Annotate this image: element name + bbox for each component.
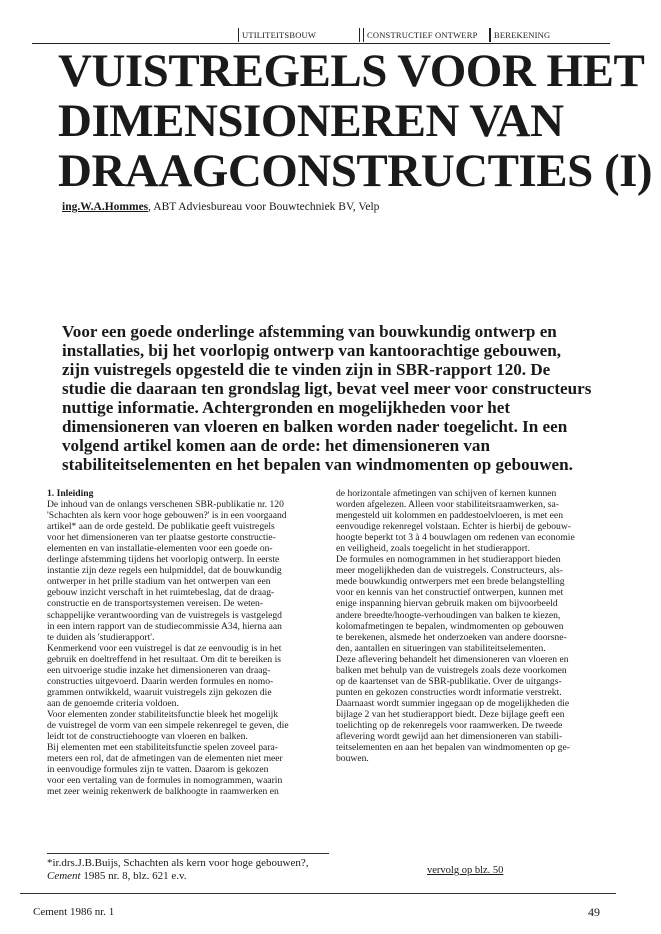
title-line: VUISTREGELS VOOR HET [58,45,645,97]
body-column-left [47,488,329,797]
body-line: elementen en van installatie-elementen voor een goede on- [47,543,273,555]
page-number: 49 [588,905,600,919]
body-line: De formules en nomogrammen in het studierapport bieden [336,554,561,566]
category-tag: UTILITEITSBOUW [238,28,360,42]
author-name: ing.W.A.Hommes [62,201,149,213]
lead-line: installaties, bij het voorlopig ontwerp van kantoorachtige gebouwen, [62,341,562,360]
title-line: DRAAGCONSTRUCTIES (I) [58,145,653,197]
body-line: constructies uitgevoerd. Daarin werden formules en nomo- [47,675,274,687]
author-affiliation: , ABT Adviesbureau voor Bouwtechniek BV, Velp [148,201,380,213]
body-line: artikel* aan de orde gesteld. De publikatie geeft vuistregels [47,521,275,533]
body-line: den, aantallen en situeringen van stabiliteitselementen. [336,642,546,654]
body-line: gebouw inzicht verschaft in het ruimtebeslag, dat de draag- [47,587,275,599]
body-line: balken met behulp van de vuistregels zoals deze voorkomen [336,664,567,676]
footer-rule [20,893,616,894]
body-line: teitselementen en aan het bepalen van windmomenten op ge- [336,742,570,754]
body-line: andere breedte/hoogte-verhoudingen van balken te kiezen, [336,609,561,621]
body-line: mengesteld uit kolommen en paddestoelvloeren, is met een [336,510,563,522]
footnote-journal: Cement [47,869,81,882]
category-tag: CONSTRUCTIEF ONTWERP [363,28,490,42]
body-line: bouwen. [336,753,369,765]
body-line: Deze aflevering behandelt het dimensioneren van vloeren en [336,653,569,665]
body-line: aflevering wordt gewijd aan het dimensioneren van stabili- [336,731,563,743]
body-line: meer mogelijkheden dan de vuistregels. Constructeurs, als- [336,565,563,577]
lead-line: volgend artikel komen aan de orde: het dimensioneren van [62,436,490,455]
body-line: Kenmerkend voor een vuistregel is dat ze eenvoudig is in het [47,642,282,654]
body-line: de vuistregel de vorm van een simpele rekenregel te geven, die [47,719,289,731]
footnote-rule [47,853,329,854]
body-line: Bij elementen met een stabiliteitsfunctie spelen zoveel para- [47,742,278,754]
body-line: enige inspanning hiervan gebruik maken om bijvoorbeeld [336,598,558,610]
section-heading: 1. Inleiding [47,488,94,499]
body-line: eenvoudige rekenregel volstaan. Echter is hierbij de gebouw- [336,521,571,533]
footnote-line [47,870,347,883]
body-column-right [336,488,612,764]
body-line: een uitvoerige studie inzake het dimensioneren van draag- [47,664,271,676]
body-line: voor het dimensioneren van ter plaatse gestorte constructie- [47,532,276,544]
body-line: in eenvoudige formules zijn te vatten. Daarom is gekozen [47,764,269,776]
body-line: toelichting op de rekenregels voor raamwerken. De tweede [336,719,563,731]
category-tags [32,28,610,43]
body-line: Daarnaast wordt summier ingegaan op de mogelijkheden die [336,697,570,709]
article-title [58,45,653,197]
body-line: De inhoud van de onlangs verschenen SBR-publikatie nr. 120 [47,499,284,511]
body-line: punten en gekozen constructies wordt informatie verstrekt. [336,686,562,698]
body-line: instantie zijn deze regels een hulpmiddel, dat de bouwkundig [47,565,282,577]
body-line: hoogte beperkt tot 3 à 4 bouwlagen om redenen van economie [336,532,575,544]
lead-paragraph [62,322,622,474]
continued-note: vervolg op blz. 50 [427,865,504,876]
journal-issue: Cement 1986 nr. 1 [33,906,115,918]
title-line: DIMENSIONEREN VAN [58,95,564,147]
header-rule [32,43,610,44]
body-line: te berekenen, alsmede het onderzoeken van andere doorsne- [336,631,567,643]
body-line: derlinge afstemming tijdens het voorlopig ontwerp. In eerste [47,554,280,566]
body-line: mede bouwkundig ontwerpers met een brede belangstelling [336,576,565,588]
body-line: worden afgelezen. Alleen voor stabiliteitsraamwerken, sa- [336,499,559,511]
body-line: te duiden als 'studierapport'. [47,631,155,643]
body-line: bijlage 2 van het studierapport biedt. Deze bijlage geeft een [336,708,565,720]
body-line: in een intern rapport van de studiecommissie A34, hierna aan [47,620,282,632]
author-line [62,201,379,213]
lead-line: nuttige informatie. Achtergronden en mogelijkheden voor het [62,398,511,417]
lead-line: Voor een goede onderlinge afstemming van bouwkundig ontwerp en [62,322,557,341]
body-line: gebruik en doeltreffend in het resultaat. Om dit te bereiken is [47,653,281,665]
footnote-line: *ir.drs.J.B.Buijs, Schachten als kern voor hoge gebouwen?, [47,857,309,869]
body-line: met zeer weinig rekenwerk de balkhoogte in raamwerken en [47,786,279,798]
body-line: constructie en de transportsystemen vereisen. De weten- [47,598,264,610]
lead-line: studie die daaraan ten grondslag ligt, bevat veel meer voor constructeurs [62,379,592,398]
body-line: voor een vertaling van de formules in nomogrammen, waarin [47,775,283,787]
body-line: voor en kennis van het constructief ontwerpen, kunnen met [336,587,564,599]
body-line: Voor elementen zonder stabiliteitsfunctie bleek het mogelijk [47,708,279,720]
body-line: op de kaartenset van de SBR-publikatie. Over de uitgangs- [336,675,562,687]
body-line: 'Schachten als kern voor hoge gebouwen?' is in een voorgaand [47,510,287,522]
body-line: meters een rol, dat de afmetingen van de elementen niet meer [47,753,283,765]
body-line: ontwerper in het prille stadium van het ontwerpen van een [47,576,271,588]
body-line: kolomafmetingen te bepalen, windmomenten op gebouwen [336,620,564,632]
body-line: leidt tot de constructiehoogte van vloeren en balken. [47,731,248,743]
lead-line: dimensioneren van vloeren en balken worden nader toegelicht. In een [62,417,568,436]
body-line: grammen ontwikkeld, waaruit vuistregels zijn gekozen die [47,686,272,698]
lead-line: zijn vuistregels opgesteld die te vinden zijn in SBR-rapport 120. De [62,360,551,379]
body-line: aan de genoemde criteria voldoen. [47,697,179,709]
body-line: schappelijke verantwoording van de vuistregels is vastgelegd [47,609,282,621]
category-tag: BEREKENING [490,28,614,42]
footnote [47,857,347,882]
footnote-reference: 1985 nr. 8, blz. 621 e.v. [80,869,187,882]
lead-line: stabiliteitselementen en het bepalen van windmomenten op gebouwen. [62,455,573,474]
body-line: de horizontale afmetingen van schijven of kernen kunnen [336,488,557,499]
body-line: en veiligheid, zoals toegelicht in het studierapport. [336,543,530,555]
